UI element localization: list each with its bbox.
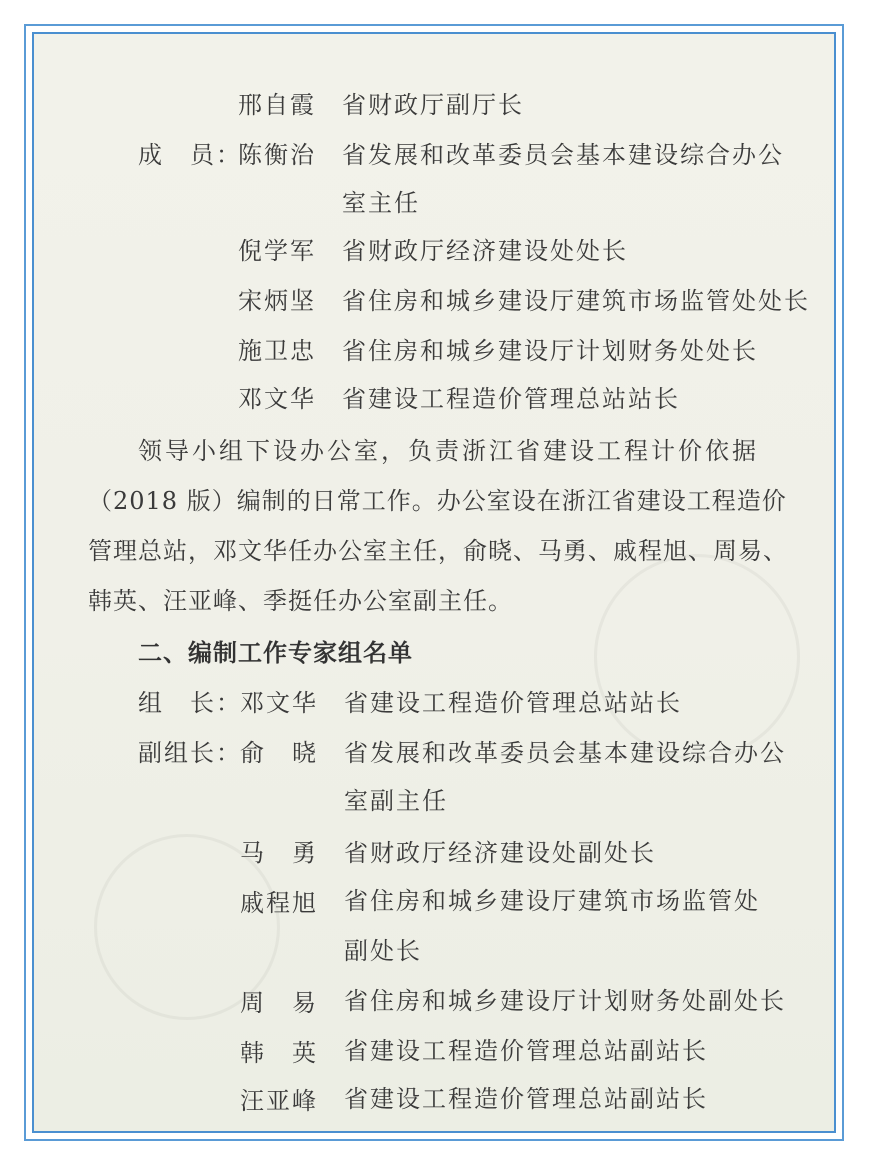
expert-title: 省发展和改革委员会基本建设综合办公 (344, 739, 786, 767)
expert-title-continued: 室副主任 (344, 787, 448, 815)
member-title-continued: 室主任 (342, 189, 420, 217)
member-title: 省财政厅副厅长 (342, 91, 524, 119)
document-page (32, 32, 836, 1133)
expert-name: 韩 英 (240, 1039, 318, 1067)
member-title: 省建设工程造价管理总站站长 (342, 385, 680, 413)
member-name: 宋炳坚 (238, 287, 316, 315)
section-heading: 二、编制工作专家组名单 (138, 639, 413, 667)
paragraph-line: 领导小组下设办公室，负责浙江省建设工程计价依据 (138, 437, 759, 465)
member-role-label: 成 员： (138, 141, 242, 169)
member-name: 邢自霞 (238, 91, 316, 119)
photo-frame (24, 24, 844, 1141)
member-name: 陈衡治 (238, 141, 316, 169)
member-title: 省住房和城乡建设厅建筑市场监管处处长 (342, 287, 810, 315)
member-title: 省发展和改革委员会基本建设综合办公 (342, 141, 784, 169)
expert-name: 俞 晓 (240, 739, 318, 767)
expert-name: 邓文华 (240, 689, 318, 717)
paragraph-line: （2018 版）编制的日常工作。办公室设在浙江省建设工程造价 (88, 487, 787, 515)
expert-title: 省建设工程造价管理总站站长 (344, 689, 682, 717)
paragraph-line: 管理总站，邓文华任办公室主任，俞晓、马勇、戚程旭、周易、 (88, 537, 788, 565)
expert-name: 周 易 (240, 989, 318, 1017)
expert-title: 省住房和城乡建设厅计划财务处副处长 (344, 987, 786, 1015)
expert-title-continued: 副处长 (344, 937, 422, 965)
expert-name: 汪亚峰 (240, 1087, 318, 1115)
member-title: 省财政厅经济建设处处长 (342, 237, 628, 265)
expert-title: 省住房和城乡建设厅建筑市场监管处 (344, 887, 760, 915)
expert-title: 省建设工程造价管理总站副站长 (344, 1037, 708, 1065)
member-title: 省住房和城乡建设厅计划财务处处长 (342, 337, 758, 365)
faint-seal-mark (594, 554, 800, 760)
member-name: 施卫忠 (238, 337, 316, 365)
expert-name: 马 勇 (240, 839, 318, 867)
paragraph-line: 韩英、汪亚峰、季挺任办公室副主任。 (88, 587, 513, 615)
member-name: 邓文华 (238, 385, 316, 413)
expert-name: 戚程旭 (240, 889, 318, 917)
expert-title: 省建设工程造价管理总站副站长 (344, 1085, 708, 1113)
expert-role-label: 组 长： (138, 689, 242, 717)
member-name: 倪学军 (238, 237, 316, 265)
expert-role-label: 副组长： (138, 739, 242, 767)
expert-title: 省财政厅经济建设处副处长 (344, 839, 656, 867)
